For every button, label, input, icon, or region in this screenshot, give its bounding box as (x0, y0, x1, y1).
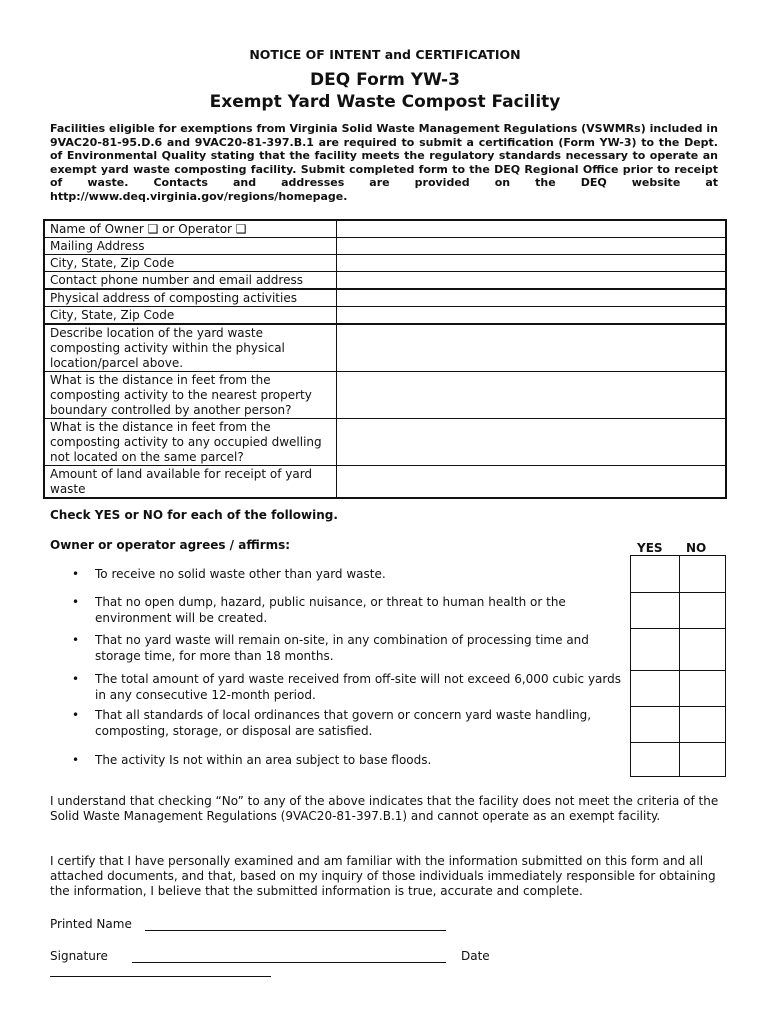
yes-checkbox[interactable] (631, 556, 680, 592)
table-row (44, 220, 726, 238)
bullet-icon: • (72, 753, 80, 767)
printed-name-line[interactable] (145, 930, 446, 931)
no-checkbox[interactable] (680, 743, 725, 776)
checklist-item: The activity Is not within an area subject to base floods. (95, 753, 432, 767)
mailing-city-state-zip-label: City, State, Zip Code (44, 255, 337, 272)
checklist-title: Check YES or NO for each of the following. (50, 508, 338, 522)
bullet-icon: • (72, 595, 80, 609)
form-number-title: DEQ Form YW-3 (310, 70, 460, 90)
understand-statement: I understand that checking “No” to any of the above indicates that the facility does not meet the criteria of the Solid Waste Management Regulations (9VAC20-81-397.B.1) and cannot operate as an exempt facility. (50, 794, 719, 823)
physical-city-state-zip-field[interactable] (337, 307, 727, 325)
yes-no-row (631, 743, 725, 776)
checklist-item: That no open dump, hazard, public nuisance, or threat to human health or the environment will be created. (95, 595, 566, 625)
table-row (44, 466, 726, 499)
land-amount-field[interactable] (337, 466, 727, 499)
date-label: Date (461, 949, 490, 963)
property-boundary-distance-field[interactable] (337, 372, 727, 419)
form-facility-title: Exempt Yard Waste Compost Facility (209, 92, 561, 112)
intro-paragraph: Facilities eligible for exemptions from Virginia Solid Waste Management Regulations (VSWMRs) included in 9VAC20-81-95.D.6 and 9VAC20-81-397.B.1 are required to submit a certification (Form YW-3) to the Dept. of Environmental Quality stating that the facility meets the regulatory standards necessary to operate an exempt yard waste composting facility. Submit completed form to the DEQ Regional Office prior to receipt of waste. Contacts and addresses are provided on the DEQ website at http://www.deq.virginia.gov/regions/homepage. (50, 122, 718, 203)
physical-address-field[interactable] (337, 289, 727, 307)
yes-checkbox[interactable] (631, 707, 680, 742)
dwelling-distance-label: What is the distance in feet from the composting activity to any occupied dwelling not located on the same parcel? (44, 419, 337, 466)
physical-city-state-zip-label: City, State, Zip Code (44, 307, 337, 325)
bullet-icon: • (72, 633, 80, 647)
checklist-item: The total amount of yard waste received from off-site will not exceed 6,000 cubic yards in any consecutive 12-month period. (95, 672, 622, 702)
yes-checkbox[interactable] (631, 743, 680, 776)
yes-no-row (631, 556, 725, 593)
contact-label: Contact phone number and email address (44, 272, 337, 290)
signature-label: Signature (50, 949, 108, 963)
checklist-item: That all standards of local ordinances that govern or concern yard waste handling, composting, storage, or disposal are satisfied. (95, 708, 592, 738)
table-row (44, 419, 726, 466)
form-notice-title: NOTICE OF INTENT and CERTIFICATION (249, 47, 521, 62)
table-row (44, 307, 726, 325)
yes-no-row (631, 707, 725, 743)
table-row (44, 255, 726, 272)
table-row (44, 289, 726, 307)
no-checkbox[interactable] (680, 671, 725, 706)
no-checkbox[interactable] (680, 707, 725, 742)
yes-checkbox[interactable] (631, 629, 680, 670)
yes-checkbox[interactable] (631, 671, 680, 706)
date-line[interactable] (50, 976, 271, 977)
bullet-icon: • (72, 567, 80, 581)
bullet-icon: • (72, 672, 80, 686)
yes-checkbox[interactable] (631, 593, 680, 628)
table-row (44, 372, 726, 419)
physical-address-label: Physical address of composting activities (44, 289, 337, 307)
location-description-field[interactable] (337, 324, 727, 372)
table-row (44, 324, 726, 372)
table-row (44, 238, 726, 255)
yes-column-header: YES (637, 541, 663, 555)
facility-info-table (43, 219, 727, 499)
mailing-city-state-zip-field[interactable] (337, 255, 727, 272)
yes-no-grid (630, 555, 726, 777)
dwelling-distance-field[interactable] (337, 419, 727, 466)
no-checkbox[interactable] (680, 556, 725, 592)
signature-line[interactable] (132, 962, 446, 963)
no-checkbox[interactable] (680, 629, 725, 670)
checklist-item: To receive no solid waste other than yard waste. (95, 567, 386, 581)
checklist-subtitle: Owner or operator agrees / affirms: (50, 538, 291, 552)
checklist-item: That no yard waste will remain on-site, in any combination of processing time and storage time, for more than 18 months. (95, 633, 589, 663)
property-boundary-distance-label: What is the distance in feet from the composting activity to the nearest property boundary controlled by another person? (44, 372, 337, 419)
yes-no-row (631, 593, 725, 629)
no-checkbox[interactable] (680, 593, 725, 628)
land-amount-label: Amount of land available for receipt of yard waste (44, 466, 337, 499)
location-description-label: Describe location of the yard waste composting activity within the physical location/parcel above. (44, 324, 337, 372)
mailing-address-label: Mailing Address (44, 238, 337, 255)
yes-no-row (631, 671, 725, 707)
table-row (44, 272, 726, 290)
bullet-icon: • (72, 708, 80, 722)
no-column-header: NO (686, 541, 707, 555)
owner-operator-field[interactable] (337, 220, 727, 238)
yes-no-row (631, 629, 725, 671)
certify-statement: I certify that I have personally examined and am familiar with the information submitted on this form and all attached documents, and that, based on my inquiry of those individuals immediately responsible for obtaining the information, I believe that the submitted information is true, accurate and complete. (50, 854, 716, 898)
owner-operator-label: Name of Owner ❑ or Operator ❑ (44, 220, 337, 238)
printed-name-label: Printed Name (50, 917, 132, 931)
mailing-address-field[interactable] (337, 238, 727, 255)
contact-field[interactable] (337, 272, 727, 290)
